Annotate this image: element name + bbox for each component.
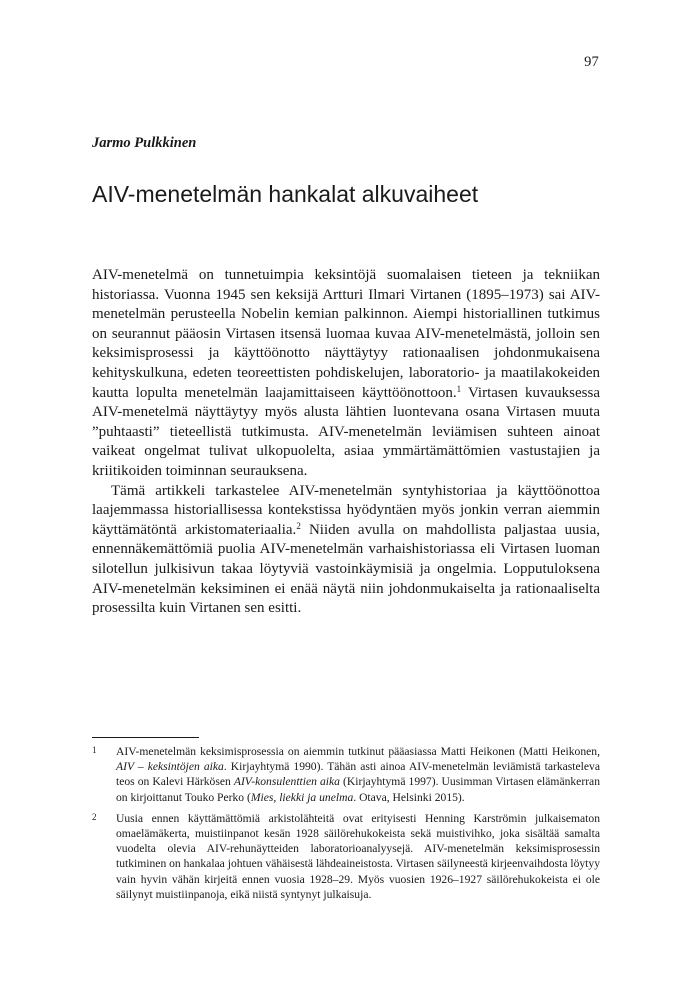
footnote-1-book-title-2: AIV-konsulenttien aika xyxy=(233,775,340,789)
body-paragraph-1-text: AIV-menetelmä on tunnetuimpia keksintöjä suomalaisen tieteen ja tekniikan historiassa. Vuonna 1945 sen keksijä Artturi Ilmari Virtanen (1895–1973) sai AIV-menetelmän perusteella Nobelin kemian palkinnon. Aiempi historiallinen tutkimus on seurannut pääosin Virtasen itsensä luomaa kuvaa AIV-menetelmästä, jolloin sen keksimisprosessi ja käyttöönotto näyttäytyy rationaalisen johdonmukaisena kehityskulkuna, edeten teoreettisten pohdiskelujen, laboratorio- ja maatilakokeiden kautta lopulta menetelmän laajamittaiseen käyttöönottoon. xyxy=(92,267,600,401)
footnote-1-book-title-1: AIV – keksintöjen aika xyxy=(116,760,224,774)
page-number: 97 xyxy=(584,54,599,70)
footnote-ref-1: 1 xyxy=(456,383,462,394)
body-paragraph-2-text: Tämä artikkeli tarkastelee AIV-menetelmän syntyhistoriaa ja käyttöönottoa laajemmassa historiallisessa kontekstissa hyödyntäen myös jonkin verran aiemmin käyttämätöntä arkistomateriaalia. xyxy=(92,482,600,538)
footnote-1-part-2: . Kirjayhtymä 1990). Tähän asti ainoa AIV-menetelmän leviämistä tarkasteleva teos on Kalevi Härkösen xyxy=(116,760,600,789)
footnote-divider xyxy=(92,737,199,738)
footnote-2-text: Uusia ennen käyttämättömiä arkistolähteitä ovat erityisesti Henning Karströmin julkaisematon omaelämäkerta, muistiinpanot kesän 1928 säilörehukokeista sekä muistivihko, joka sisältää samalta vuodelta olevia AIV-rehunäytteiden laboratorioanalyysejä. AIV-menetelmän keksimisprosessin tutkiminen on hankalaa johtuen vähäisestä lähdeaineistosta. Virtasen säilyneestä kirjeenvaihdosta löytyy vain hyvin vähän kirjeitä ennen vuosia 1928–29. Myös vuosien 1926–1927 säilörehukokeista ei ole säilynyt muistiinpanoja, eikä niistä syntynyt julkaisuja. xyxy=(116,811,600,901)
body-paragraph-2-continued: Niiden avulla on mahdollista paljastaa uusia, ennennäkemättömiä puolia AIV-menetelmän varhaishistoriassa eli Virtasen luoman silotellun julkisivun takaa löytyviä vastoinkäymisiä ja ongelmia. Lopputuloksena AIV-menetelmän keksiminen ei enää näytä niin johdonmukaiselta ja rationaaliselta prosessilta kuin Virtanen sen esitti. xyxy=(92,521,600,617)
body-paragraph-1 xyxy=(92,266,600,482)
article-body xyxy=(92,266,600,619)
author-name: Jarmo Pulkkinen xyxy=(92,135,197,151)
body-paragraph-2 xyxy=(92,482,600,619)
footnote-1-text xyxy=(116,744,600,805)
footnote-1 xyxy=(92,744,600,805)
footnote-1-part-4: . Otava, Helsinki 2015). xyxy=(353,790,465,804)
article-title: AIV-menetelmän hankalat alkuvaiheet xyxy=(92,181,479,207)
footnotes xyxy=(92,744,600,908)
footnote-2-number: 2 xyxy=(92,811,97,822)
footnote-1-part-3: (Kirjayhtymä 1997). Uusimman Virtasen elämänkerran on kirjoittanut Touko Perko ( xyxy=(116,775,600,804)
footnote-1-book-title-3: Mies, liekki ja unelma xyxy=(250,790,354,804)
footnote-2 xyxy=(92,811,600,902)
footnote-ref-2: 2 xyxy=(296,520,301,531)
body-paragraph-1-continued: Virtasen kuvauksessa AIV-menetelmä näyttäytyy myös alusta lähtien luontevana osana Virtasen muuta ”puhtaasti” tieteellistä tutkimusta. AIV-menetelmän leviämisen suhteen ainoat vaikeat ongelmat tulivat ulkopuolelta, asiaa ymmärtämättömien vastustajien ja kriitikoiden toiminnan seurauksena. xyxy=(92,384,600,479)
footnote-1-part-1: AIV-menetelmän keksimisprosessia on aiemmin tutkinut pääasiassa Matti Heikonen (Matti Heikonen, xyxy=(116,745,600,758)
footnote-1-number: 1 xyxy=(92,745,97,755)
